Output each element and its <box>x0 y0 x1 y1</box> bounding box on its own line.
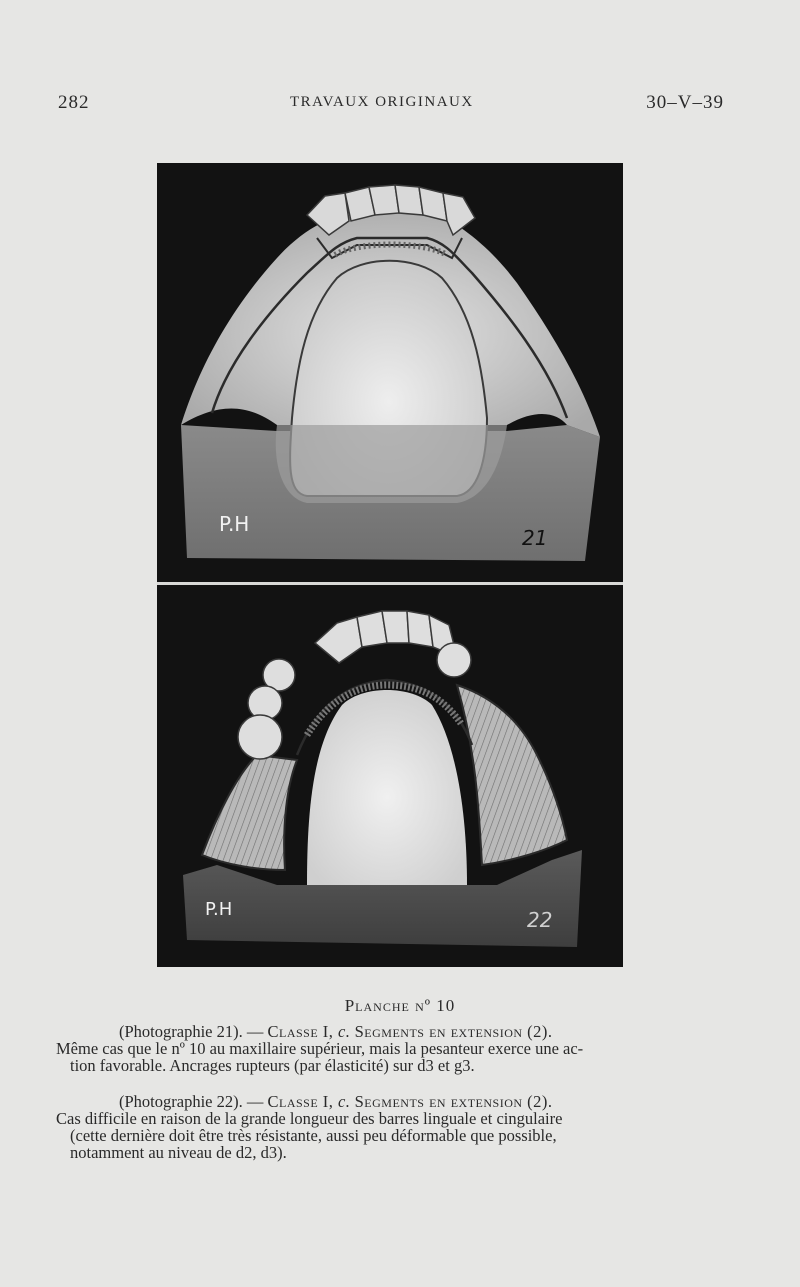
photo-22-heading: (Photographie 22). — Classe I, c. Segments en extension (2). <box>119 1092 553 1111</box>
figure-label-22: 22 <box>527 908 553 932</box>
caption-photo-22 <box>56 1093 726 1161</box>
initials-22: P.H <box>205 899 233 920</box>
photograph-21 <box>157 163 623 583</box>
photo-21-text-line-1: Même cas que le nº 10 au maxillaire supérieur, mais la pesanteur exerce une ac- <box>56 1039 584 1058</box>
photograph-22 <box>157 585 623 967</box>
figure-label-21: 21 <box>522 526 548 550</box>
journal-title: TRAVAUX ORIGINAUX <box>290 94 474 110</box>
caption-photo-21 <box>56 1023 726 1074</box>
issue-date: 30–V–39 <box>646 92 724 113</box>
photo-22-text-line-2: (cette dernière doit être très résistante, aussi peu déformable que possible, <box>70 1126 557 1145</box>
page-number: 282 <box>58 92 90 113</box>
initials-21: P.H <box>219 512 250 536</box>
photo-21-heading: (Photographie 21). — Classe I, c. Segments en extension (2). <box>119 1022 553 1041</box>
plate-title: Planche nº 10 <box>344 996 456 1015</box>
photo-21-text-line-2: tion favorable. Ancrages rupteurs (par élasticité) sur d3 et g3. <box>70 1056 475 1075</box>
running-head <box>58 92 724 118</box>
photo-22-text-line-1: Cas difficile en raison de la grande longueur des barres linguale et cingulaire <box>56 1109 563 1128</box>
photo-22-text-line-3: notamment au niveau de d2, d3). <box>70 1143 287 1162</box>
